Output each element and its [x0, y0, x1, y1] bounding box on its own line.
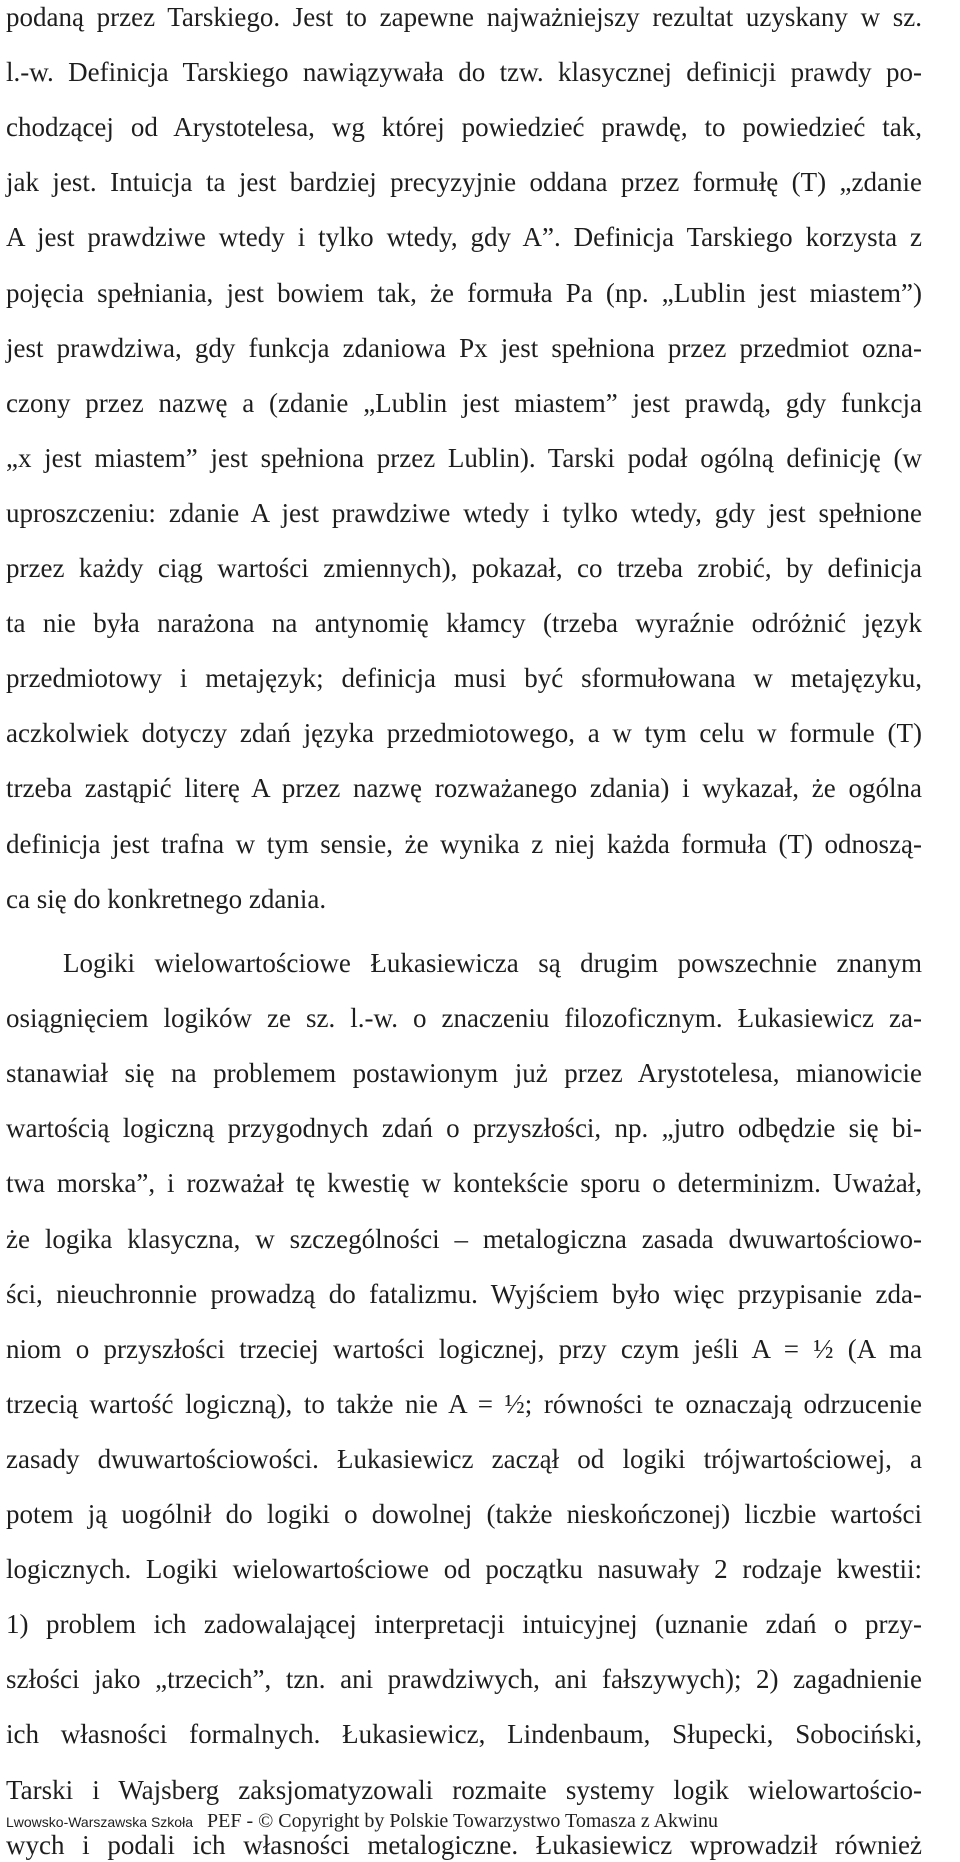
text-line: definicja jest trafna w tym sensie, że wynika z niej każda formuła (T) odnoszą- [6, 828, 922, 859]
text-line: niom o przyszłości trzeciej wartości logicznej, przy czym jeśli A = ½ (A ma [6, 1333, 922, 1364]
text-line: trzecią wartość logiczną), to także nie A = ½; równości te oznaczają odrzucenie [6, 1388, 922, 1419]
footer-copyright: PEF - © Copyright by Polskie Towarzystwo Tomasza z Akwinu [206, 1810, 719, 1832]
text-line: trzeba zastąpić literę A przez nazwę rozważanego zdania) i wykazał, że ogólna [6, 773, 922, 804]
text-line: l.-w. Definicja Tarskiego nawiązywała do tzw. klasycznej definicji prawdy po- [6, 57, 922, 88]
text-line: wych i podali ich własności metalogiczne. Łukasiewicz wprowadził również [6, 1829, 922, 1860]
text-line: jak jest. Intuicja ta jest bardziej precyzyjnie oddana przez formułę (T) „zdanie [6, 167, 922, 198]
text-line: ca się do konkretnego zdania. [6, 883, 327, 914]
text-line: A jest prawdziwe wtedy i tylko wtedy, gdy A”. Definicja Tarskiego korzysta z [6, 222, 922, 253]
text-line: szłości jako „trzecich”, tzn. ani prawdziwych, ani fałszywych); 2) zagadnienie [6, 1664, 922, 1695]
text-line: chodzącej od Arystotelesa, wg której powiedzieć prawdę, to powiedzieć tak, [6, 112, 922, 143]
text-line: osiągnięciem logików ze sz. l.-w. o znaczeniu filozoficznym. Łukasiewicz za- [6, 1003, 922, 1034]
text-line: ich własności formalnych. Łukasiewicz, Lindenbaum, Słupecki, Sobociński, [6, 1719, 922, 1750]
text-line: przez każdy ciąg wartości zmiennych), pokazał, co trzeba zrobić, by definicja [6, 553, 922, 583]
text-line: podaną przez Tarskiego. Jest to zapewne najważniejszy rezultat uzyskany w sz. [6, 2, 922, 32]
text-line: ści, nieuchronnie prowadzą do fatalizmu. Wyjściem było więc przypisanie zda- [6, 1278, 922, 1309]
footer-school-name: Lwowsko-Warszawska Szkoła [6, 1814, 193, 1830]
text-line: uproszczeniu: zdanie A jest prawdziwe wtedy i tylko wtedy, gdy jest spełnione [6, 497, 922, 528]
text-line: logicznych. Logiki wielowartościowe od początku nasuwały 2 rodzaje kwestii: [6, 1554, 922, 1585]
text-line: 1) problem ich zadowalającej interpretacji intuicyjnej (uznanie zdań o przy- [6, 1609, 922, 1640]
text-line: jest prawdziwa, gdy funkcja zdaniowa Px jest spełniona przez przedmiot ozna- [6, 332, 922, 363]
text-line: przedmiotowy i metajęzyk; definicja musi być sformułowana w metajęzyku, [6, 663, 922, 694]
text-line: że logika klasyczna, w szczególności – metalogiczna zasada dwuwartościowo- [6, 1223, 922, 1254]
text-line: pojęcia spełniania, jest bowiem tak, że formuła Pa (np. „Lublin jest miastem”) [6, 277, 922, 308]
text-line: aczkolwiek dotyczy zdań języka przedmiotowego, a w tym celu w formule (T) [6, 718, 922, 749]
text-line: stanawiał się na problemem postawionym już przez Arystotelesa, mianowicie [6, 1058, 922, 1089]
text-line: czony przez nazwę a (zdanie „Lublin jest miastem” jest prawdą, gdy funkcja [6, 387, 922, 418]
page-footer [6, 1810, 936, 1834]
text-line: potem ją uogólnił do logiki o dowolnej (także nieskończonej) liczbie wartości [6, 1499, 922, 1529]
text-line: zasady dwuwartościowości. Łukasiewicz zaczął od logiki trójwartościowej, a [6, 1443, 922, 1474]
text-line: „x jest miastem” jest spełniona przez Lublin). Tarski podał ogólną definicję (w [6, 442, 922, 473]
text-line: wartością logiczną przygodnych zdań o przyszłości, np. „jutro odbędzie się bi- [6, 1113, 922, 1144]
text-line: twa morska”, i rozważał tę kwestię w kontekście sporu o determinizm. Uważał, [6, 1168, 922, 1199]
text-line: Tarski i Wajsberg zaksjomatyzowali rozmaite systemy logik wielowartościo- [6, 1774, 922, 1805]
text-line: ta nie była narażona na antynomię kłamcy (trzeba wyraźnie odróżnić język [6, 608, 922, 639]
text-line: Logiki wielowartościowe Łukasiewicza są drugim powszechnie znanym [63, 948, 922, 978]
